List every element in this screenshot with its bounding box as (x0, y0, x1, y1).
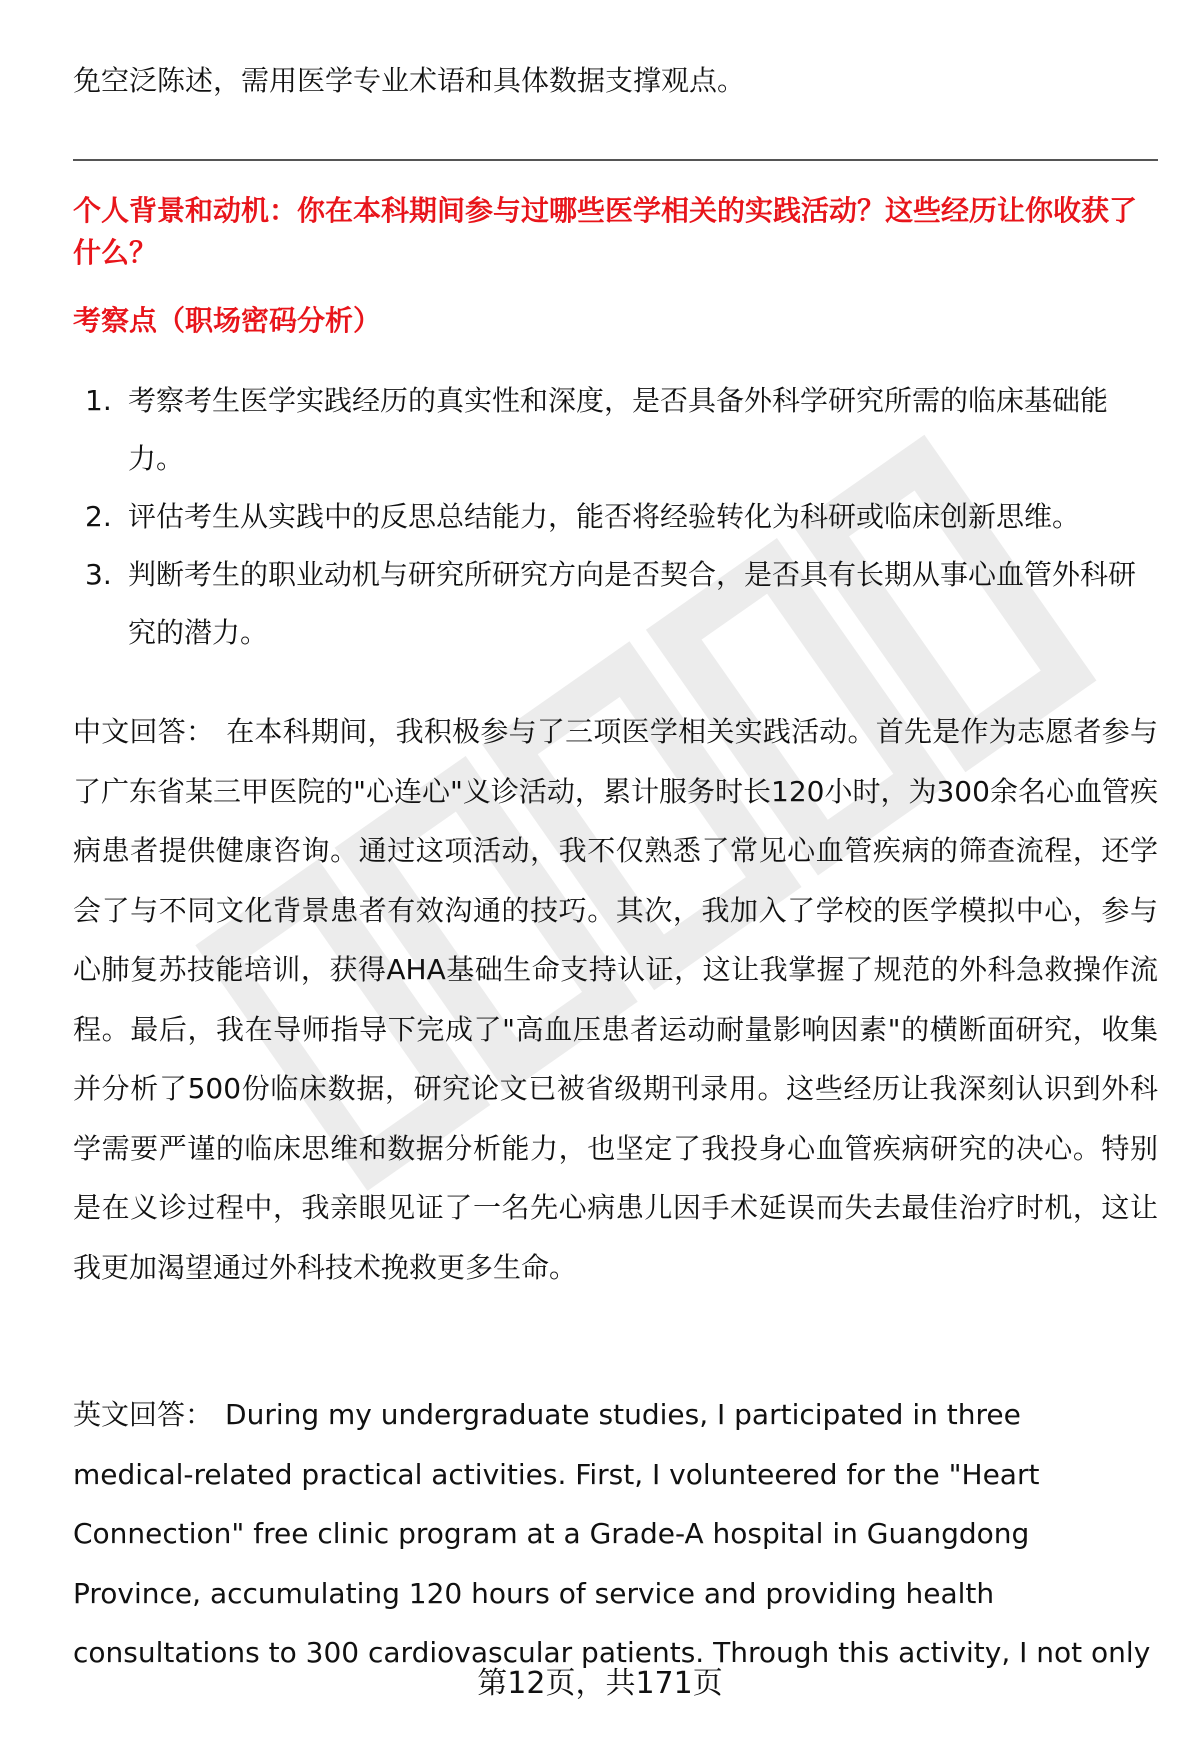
analysis-point (73, 488, 1158, 546)
chinese-answer-label: 中文回答： (73, 715, 215, 748)
analysis-points (73, 372, 1158, 662)
chinese-answer (73, 702, 1158, 1297)
english-answer-line (73, 1385, 1158, 1445)
english-answer (73, 1385, 1158, 1683)
english-answer-text: During my undergraduate studies, I participated in three (225, 1398, 1021, 1431)
point-text: 判断考生的职业动机与研究所研究方向是否契合，是否具有长期从事心血管外科研究的潜力。 (128, 558, 1137, 649)
point-number: 3. (85, 558, 112, 591)
point-text: 评估考生从实践中的反思总结能力，能否将经验转化为科研或临床创新思维。 (128, 500, 1081, 533)
english-answer-label: 英文回答： (73, 1398, 214, 1431)
intro-text: 免空泛陈述，需用医学专业术语和具体数据支撑观点。 (73, 64, 746, 97)
analysis-point (73, 546, 1158, 662)
english-answer-line: Province, accumulating 120 hours of service and providing health (73, 1576, 995, 1610)
english-answer-line: consultations to 300 cardiovascular patients. Through this activity, I not only (73, 1636, 1151, 1669)
english-answer-line: medical-related practical activities. First, I volunteered for the "Heart (73, 1457, 1040, 1491)
page-indicator: 第12页，共171页 (477, 1666, 723, 1701)
point-number: 2. (85, 500, 112, 533)
analysis-heading: 考察点（职场密码分析） (73, 304, 382, 337)
english-answer-line: Connection" free clinic program at a Grade-A hospital in Guangdong (73, 1517, 1030, 1550)
analysis-point (73, 372, 1158, 488)
point-number: 1. (85, 384, 112, 417)
interview-question: 个人背景和动机：你在本科期间参与过哪些医学相关的实践活动？这些经历让你收获了什么？ (73, 194, 1138, 269)
chinese-answer-text: 在本科期间，我积极参与了三项医学相关实践活动。首先是作为志愿者参与了广东省某三甲医院的"心连心"义诊活动，累计服务时长120小时，为300余名心血管疾病患者提供健康咨询。通过这项活动，我不仅熟悉了常见心血管疾病的筛查流程，还学会了与不同文化背景患者有效沟通的技巧。其次，我加入了学校的医学模拟中心，参与心肺复苏技能培训，获得AHA基础生命支持认证，这让我掌握了规范的外科急救操作流程。最后，我在导师指导下完成了"高血压患者运动耐量影响因素"的横断面研究，收集并分析了500份临床数据，研究论文已被省级期刊录用。这些经历让我深刻认识到外科学需要严谨的临床思维和数据分析能力，也坚定了我投身心血管疾病研究的决心。特别是在义诊过程中，我亲眼见证了一名先心病患儿因手术延误而失去最佳治疗时机，这让我更加渴望通过外科技术挽救更多生命。 (73, 715, 1158, 1284)
section-divider (73, 159, 1158, 161)
point-text: 考察考生医学实践经历的真实性和深度，是否具备外科学研究所需的临床基础能力。 (128, 384, 1109, 475)
